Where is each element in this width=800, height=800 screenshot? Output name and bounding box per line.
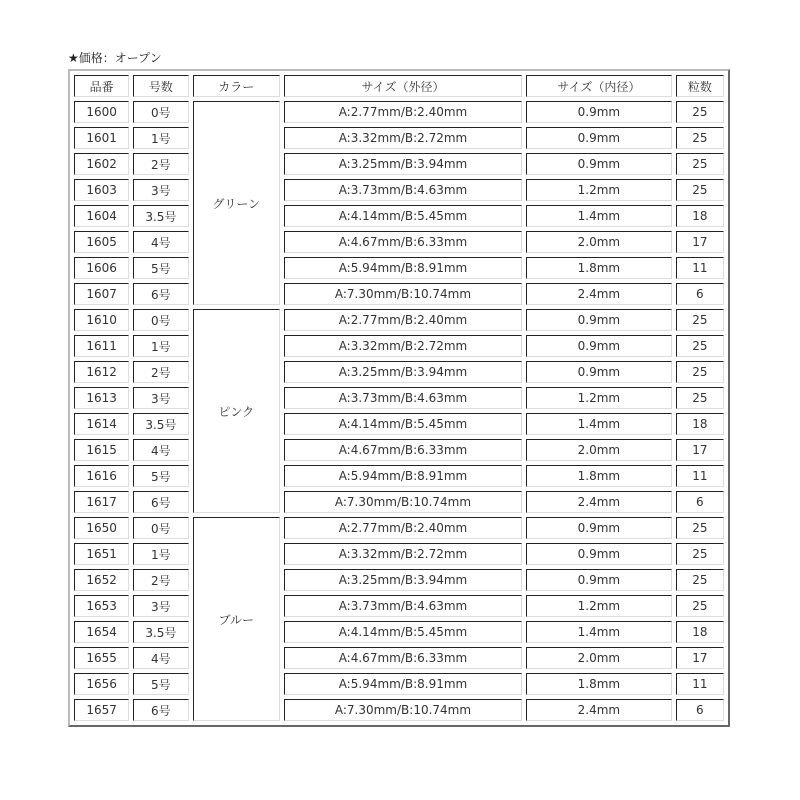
cell-code: 1614 [74, 413, 129, 435]
cell-outer-size: A:3.25mm/B:3.94mm [284, 361, 522, 383]
cell-outer-size: A:5.94mm/B:8.91mm [284, 673, 522, 695]
table-body [74, 101, 724, 721]
cell-code: 1651 [74, 543, 129, 565]
cell-size-no: 6号 [133, 283, 188, 305]
cell-outer-size: A:4.14mm/B:5.45mm [284, 413, 522, 435]
cell-size-no: 3.5号 [133, 413, 188, 435]
cell-size-no: 3号 [133, 595, 188, 617]
cell-count: 17 [676, 439, 724, 461]
cell-count: 6 [676, 699, 724, 721]
cell-count: 25 [676, 361, 724, 383]
cell-inner-size: 0.9mm [526, 335, 672, 357]
cell-inner-size: 0.9mm [526, 309, 672, 331]
cell-code: 1617 [74, 491, 129, 513]
cell-outer-size: A:7.30mm/B:10.74mm [284, 283, 522, 305]
table-row [74, 465, 724, 487]
cell-code: 1603 [74, 179, 129, 201]
cell-count: 6 [676, 283, 724, 305]
table-row [74, 595, 724, 617]
cell-size-no: 3号 [133, 179, 188, 201]
table-row [74, 699, 724, 721]
cell-count: 25 [676, 543, 724, 565]
cell-size-no: 1号 [133, 335, 188, 357]
cell-inner-size: 0.9mm [526, 153, 672, 175]
cell-count: 25 [676, 335, 724, 357]
cell-code: 1604 [74, 205, 129, 227]
table-row [74, 309, 724, 331]
cell-inner-size: 1.4mm [526, 621, 672, 643]
cell-inner-size: 1.4mm [526, 205, 672, 227]
cell-size-no: 5号 [133, 257, 188, 279]
cell-count: 25 [676, 309, 724, 331]
table-row [74, 153, 724, 175]
table-row [74, 361, 724, 383]
cell-count: 18 [676, 413, 724, 435]
cell-inner-size: 2.0mm [526, 439, 672, 461]
cell-inner-size: 1.8mm [526, 257, 672, 279]
cell-outer-size: A:4.14mm/B:5.45mm [284, 621, 522, 643]
table-row [74, 387, 724, 409]
table-row [74, 439, 724, 461]
cell-count: 11 [676, 257, 724, 279]
cell-inner-size: 2.4mm [526, 699, 672, 721]
header-outer-size: サイズ（外径） [284, 75, 522, 97]
cell-outer-size: A:4.14mm/B:5.45mm [284, 205, 522, 227]
cell-outer-size: A:3.25mm/B:3.94mm [284, 569, 522, 591]
cell-inner-size: 0.9mm [526, 543, 672, 565]
cell-code: 1600 [74, 101, 129, 123]
table-row [74, 413, 724, 435]
table-row [74, 335, 724, 357]
cell-size-no: 3.5号 [133, 205, 188, 227]
cell-outer-size: A:3.32mm/B:2.72mm [284, 335, 522, 357]
product-spec-table [68, 69, 730, 727]
header-color: カラー [193, 75, 280, 97]
cell-outer-size: A:4.67mm/B:6.33mm [284, 231, 522, 253]
table-row [74, 101, 724, 123]
cell-count: 25 [676, 595, 724, 617]
cell-inner-size: 1.8mm [526, 673, 672, 695]
cell-code: 1652 [74, 569, 129, 591]
cell-count: 25 [676, 127, 724, 149]
cell-inner-size: 0.9mm [526, 361, 672, 383]
cell-inner-size: 1.2mm [526, 595, 672, 617]
cell-inner-size: 2.0mm [526, 647, 672, 669]
cell-count: 25 [676, 101, 724, 123]
cell-code: 1656 [74, 673, 129, 695]
cell-count: 18 [676, 621, 724, 643]
cell-size-no: 2号 [133, 153, 188, 175]
cell-color: グリーン [193, 101, 280, 305]
cell-code: 1602 [74, 153, 129, 175]
cell-size-no: 2号 [133, 361, 188, 383]
cell-inner-size: 0.9mm [526, 569, 672, 591]
cell-outer-size: A:5.94mm/B:8.91mm [284, 465, 522, 487]
table-row [74, 179, 724, 201]
cell-count: 25 [676, 387, 724, 409]
cell-outer-size: A:2.77mm/B:2.40mm [284, 517, 522, 539]
header-count: 粒数 [676, 75, 724, 97]
cell-count: 11 [676, 465, 724, 487]
cell-size-no: 1号 [133, 127, 188, 149]
cell-count: 25 [676, 153, 724, 175]
cell-inner-size: 1.2mm [526, 387, 672, 409]
table-row [74, 491, 724, 513]
cell-size-no: 0号 [133, 309, 188, 331]
table-row [74, 231, 724, 253]
cell-count: 25 [676, 569, 724, 591]
cell-outer-size: A:2.77mm/B:2.40mm [284, 309, 522, 331]
cell-size-no: 4号 [133, 439, 188, 461]
table-row [74, 257, 724, 279]
cell-code: 1655 [74, 647, 129, 669]
cell-color: ブルー [193, 517, 280, 721]
cell-inner-size: 2.4mm [526, 491, 672, 513]
cell-outer-size: A:3.73mm/B:4.63mm [284, 595, 522, 617]
cell-count: 25 [676, 517, 724, 539]
cell-code: 1611 [74, 335, 129, 357]
cell-code: 1615 [74, 439, 129, 461]
table-row [74, 517, 724, 539]
cell-size-no: 0号 [133, 101, 188, 123]
cell-outer-size: A:2.77mm/B:2.40mm [284, 101, 522, 123]
cell-size-no: 6号 [133, 699, 188, 721]
cell-code: 1607 [74, 283, 129, 305]
table-row [74, 647, 724, 669]
cell-outer-size: A:3.73mm/B:4.63mm [284, 387, 522, 409]
cell-code: 1606 [74, 257, 129, 279]
cell-code: 1612 [74, 361, 129, 383]
table-row [74, 127, 724, 149]
cell-inner-size: 1.8mm [526, 465, 672, 487]
cell-count: 17 [676, 647, 724, 669]
table-row [74, 673, 724, 695]
cell-size-no: 1号 [133, 543, 188, 565]
table-row [74, 543, 724, 565]
cell-size-no: 3号 [133, 387, 188, 409]
cell-size-no: 4号 [133, 231, 188, 253]
price-note: ★価格：オープン [68, 51, 162, 65]
cell-inner-size: 2.0mm [526, 231, 672, 253]
cell-count: 25 [676, 179, 724, 201]
cell-size-no: 4号 [133, 647, 188, 669]
cell-outer-size: A:3.25mm/B:3.94mm [284, 153, 522, 175]
cell-code: 1613 [74, 387, 129, 409]
cell-outer-size: A:3.32mm/B:2.72mm [284, 543, 522, 565]
cell-code: 1654 [74, 621, 129, 643]
table-row [74, 621, 724, 643]
cell-code: 1657 [74, 699, 129, 721]
header-code: 品番 [74, 75, 129, 97]
cell-size-no: 6号 [133, 491, 188, 513]
header-inner-size: サイズ（内径） [526, 75, 672, 97]
cell-outer-size: A:5.94mm/B:8.91mm [284, 257, 522, 279]
cell-count: 11 [676, 673, 724, 695]
header-row [74, 75, 724, 97]
cell-inner-size: 2.4mm [526, 283, 672, 305]
cell-size-no: 2号 [133, 569, 188, 591]
cell-outer-size: A:7.30mm/B:10.74mm [284, 699, 522, 721]
cell-outer-size: A:4.67mm/B:6.33mm [284, 647, 522, 669]
cell-code: 1650 [74, 517, 129, 539]
cell-color: ピンク [193, 309, 280, 513]
cell-inner-size: 0.9mm [526, 517, 672, 539]
cell-inner-size: 1.2mm [526, 179, 672, 201]
table-row [74, 205, 724, 227]
table-row [74, 569, 724, 591]
cell-code: 1605 [74, 231, 129, 253]
cell-code: 1601 [74, 127, 129, 149]
cell-count: 18 [676, 205, 724, 227]
cell-size-no: 5号 [133, 673, 188, 695]
cell-inner-size: 0.9mm [526, 101, 672, 123]
header-size-no: 号数 [133, 75, 188, 97]
cell-size-no: 3.5号 [133, 621, 188, 643]
cell-count: 6 [676, 491, 724, 513]
cell-outer-size: A:3.73mm/B:4.63mm [284, 179, 522, 201]
cell-size-no: 5号 [133, 465, 188, 487]
cell-code: 1610 [74, 309, 129, 331]
cell-outer-size: A:7.30mm/B:10.74mm [284, 491, 522, 513]
cell-outer-size: A:3.32mm/B:2.72mm [284, 127, 522, 149]
cell-inner-size: 0.9mm [526, 127, 672, 149]
cell-inner-size: 1.4mm [526, 413, 672, 435]
cell-size-no: 0号 [133, 517, 188, 539]
table-row [74, 283, 724, 305]
cell-outer-size: A:4.67mm/B:6.33mm [284, 439, 522, 461]
cell-code: 1653 [74, 595, 129, 617]
cell-count: 17 [676, 231, 724, 253]
cell-code: 1616 [74, 465, 129, 487]
